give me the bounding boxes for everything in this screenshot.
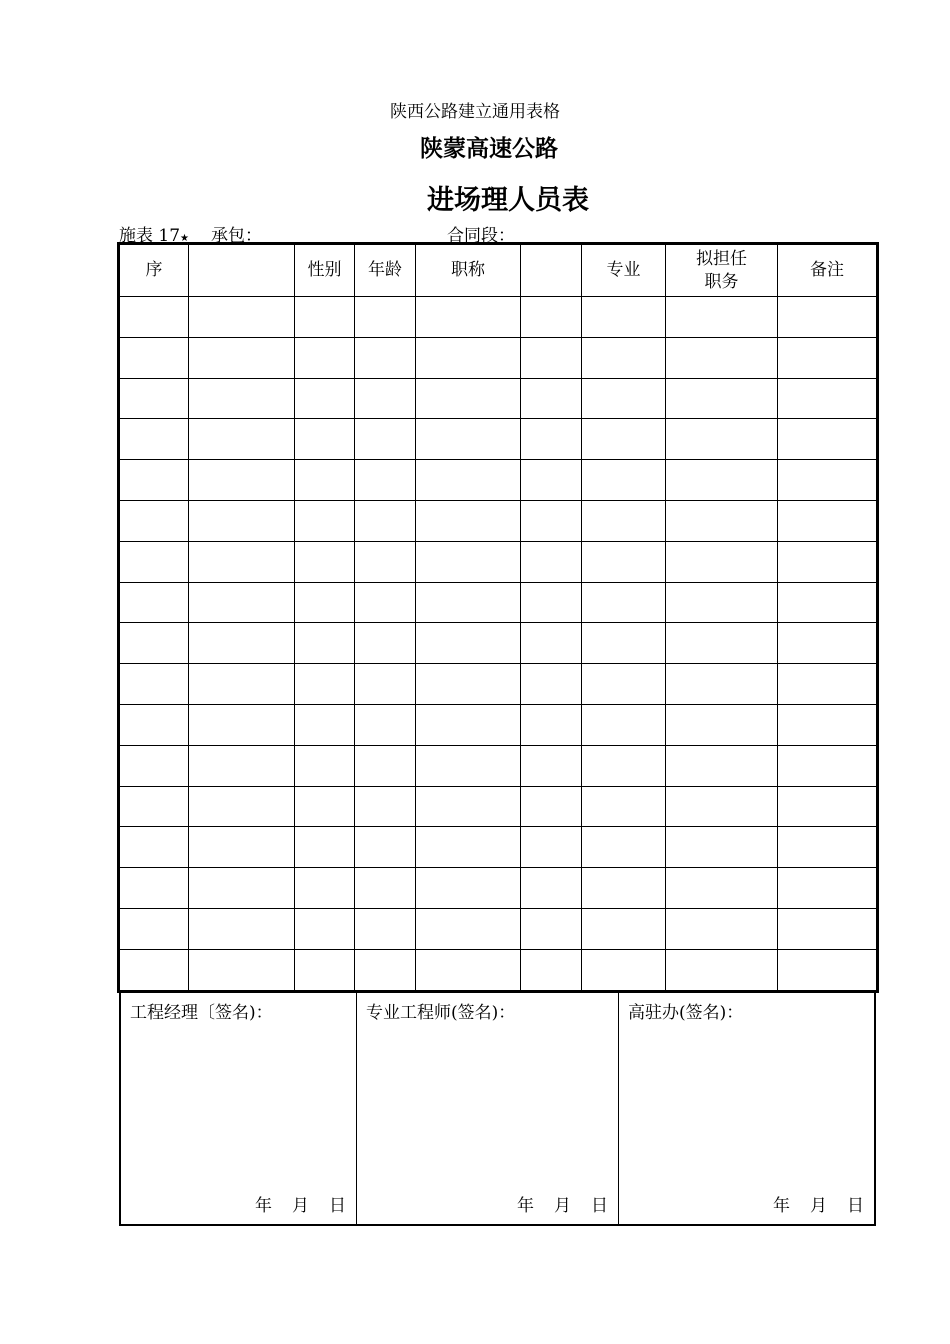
- table-cell[interactable]: [666, 786, 778, 827]
- table-row: [120, 460, 877, 501]
- table-cell[interactable]: [416, 460, 521, 501]
- table-cell[interactable]: [295, 297, 355, 338]
- table-cell[interactable]: [666, 541, 778, 582]
- table-cell[interactable]: [778, 460, 877, 501]
- table-cell[interactable]: [120, 786, 189, 827]
- table-cell[interactable]: [416, 623, 521, 664]
- table-cell[interactable]: [778, 786, 877, 827]
- table-cell[interactable]: [778, 745, 877, 786]
- table-cell[interactable]: [521, 786, 582, 827]
- signature-date: 年 月 日: [517, 1196, 608, 1216]
- table-cell[interactable]: [189, 745, 295, 786]
- table-cell[interactable]: [355, 337, 416, 378]
- personnel-table: [119, 244, 877, 991]
- table-cell[interactable]: [355, 664, 416, 705]
- star-icon: ★: [180, 233, 190, 244]
- table-cell[interactable]: [778, 419, 877, 460]
- table-row: [120, 745, 877, 786]
- column-header-remarks: 备注: [778, 245, 877, 297]
- table-cell[interactable]: [666, 664, 778, 705]
- table-cell[interactable]: [295, 378, 355, 419]
- table-cell[interactable]: [416, 908, 521, 949]
- table-cell[interactable]: [189, 297, 295, 338]
- table-cell[interactable]: [521, 541, 582, 582]
- table-cell[interactable]: [120, 868, 189, 909]
- table-cell[interactable]: [120, 623, 189, 664]
- signature-date: 年 月 日: [255, 1196, 346, 1216]
- signature-box-project-manager: [121, 990, 356, 1224]
- table-cell[interactable]: [189, 623, 295, 664]
- table-cell[interactable]: [189, 908, 295, 949]
- table-cell[interactable]: [355, 745, 416, 786]
- table-cell[interactable]: [416, 500, 521, 541]
- table-cell[interactable]: [666, 582, 778, 623]
- column-header-blank-1: [189, 245, 295, 297]
- table-cell[interactable]: [355, 827, 416, 868]
- table-cell[interactable]: [416, 827, 521, 868]
- table-cell[interactable]: [582, 908, 666, 949]
- table-cell[interactable]: [295, 541, 355, 582]
- column-header-specialty: 专业: [582, 245, 666, 297]
- column-header-title: 职称: [416, 245, 521, 297]
- table-cell[interactable]: [295, 949, 355, 990]
- table-cell[interactable]: [521, 745, 582, 786]
- table-cell[interactable]: [582, 541, 666, 582]
- table-cell[interactable]: [416, 745, 521, 786]
- column-header-gender: 性别: [295, 245, 355, 297]
- table-cell[interactable]: [666, 623, 778, 664]
- table-cell[interactable]: [355, 786, 416, 827]
- column-header-age: 年龄: [355, 245, 416, 297]
- table-cell[interactable]: [521, 908, 582, 949]
- table-cell[interactable]: [778, 541, 877, 582]
- column-header-blank-2: [521, 245, 582, 297]
- table-cell[interactable]: [355, 500, 416, 541]
- table-cell[interactable]: [295, 500, 355, 541]
- table-cell[interactable]: [582, 623, 666, 664]
- table-cell[interactable]: [582, 337, 666, 378]
- table-cell[interactable]: [778, 704, 877, 745]
- table-cell[interactable]: [416, 949, 521, 990]
- table-cell[interactable]: [521, 704, 582, 745]
- table-cell[interactable]: [666, 704, 778, 745]
- table-cell[interactable]: [778, 500, 877, 541]
- table-cell[interactable]: [120, 908, 189, 949]
- table-row: [120, 541, 877, 582]
- table-cell[interactable]: [189, 541, 295, 582]
- table-cell[interactable]: [582, 378, 666, 419]
- project-name: 陕蒙高速公路: [420, 136, 558, 162]
- table-cell[interactable]: [189, 419, 295, 460]
- table-cell[interactable]: [416, 541, 521, 582]
- table-cell[interactable]: [666, 419, 778, 460]
- table-cell[interactable]: [582, 786, 666, 827]
- table-row: [120, 908, 877, 949]
- table-cell[interactable]: [778, 868, 877, 909]
- table-cell[interactable]: [120, 460, 189, 501]
- table-cell[interactable]: [355, 949, 416, 990]
- table-cell[interactable]: [189, 460, 295, 501]
- table-cell[interactable]: [582, 297, 666, 338]
- table-cell[interactable]: [666, 827, 778, 868]
- table-cell[interactable]: [120, 297, 189, 338]
- table-cell[interactable]: [778, 378, 877, 419]
- table-cell[interactable]: [355, 378, 416, 419]
- table-cell[interactable]: [295, 704, 355, 745]
- signature-section: [119, 990, 876, 1226]
- contractor-label: 承包：: [211, 226, 262, 246]
- table-cell[interactable]: [416, 704, 521, 745]
- table-cell[interactable]: [416, 582, 521, 623]
- table-cell[interactable]: [521, 419, 582, 460]
- table-row: [120, 786, 877, 827]
- table-row: [120, 704, 877, 745]
- signature-label: 工程经理〔签名)：: [130, 1003, 273, 1023]
- table-cell[interactable]: [582, 664, 666, 705]
- form-number: [119, 221, 189, 246]
- table-cell[interactable]: [521, 949, 582, 990]
- table-cell[interactable]: [778, 582, 877, 623]
- table-cell[interactable]: [189, 704, 295, 745]
- table-cell[interactable]: [355, 582, 416, 623]
- table-cell[interactable]: [355, 908, 416, 949]
- table-cell[interactable]: [582, 868, 666, 909]
- table-cell[interactable]: [120, 949, 189, 990]
- table-row: [120, 664, 877, 705]
- table-cell[interactable]: [778, 908, 877, 949]
- table-cell[interactable]: [778, 949, 877, 990]
- table-cell[interactable]: [416, 786, 521, 827]
- table-cell[interactable]: [666, 868, 778, 909]
- signature-label: 专业工程师(签名)：: [366, 1003, 516, 1023]
- table-row: [120, 868, 877, 909]
- table-cell[interactable]: [666, 500, 778, 541]
- table-cell[interactable]: [189, 664, 295, 705]
- form-number-text: 施表 17: [119, 226, 181, 246]
- table-header-row: [120, 245, 877, 297]
- table-cell[interactable]: [416, 419, 521, 460]
- table-row: [120, 582, 877, 623]
- table-cell[interactable]: [295, 664, 355, 705]
- form-title: 进场理人员表: [427, 185, 589, 216]
- table-cell[interactable]: [416, 664, 521, 705]
- table-cell[interactable]: [521, 582, 582, 623]
- table-cell[interactable]: [189, 786, 295, 827]
- table-row: [120, 337, 877, 378]
- table-cell[interactable]: [120, 500, 189, 541]
- table-cell[interactable]: [521, 297, 582, 338]
- table-cell[interactable]: [120, 745, 189, 786]
- table-row: [120, 297, 877, 338]
- table-cell[interactable]: [778, 827, 877, 868]
- table-row: [120, 949, 877, 990]
- table-cell[interactable]: [666, 908, 778, 949]
- table-cell[interactable]: [189, 337, 295, 378]
- table-cell[interactable]: [582, 419, 666, 460]
- table-cell[interactable]: [355, 704, 416, 745]
- table-cell[interactable]: [120, 664, 189, 705]
- column-header-seq: 序: [120, 245, 189, 297]
- table-cell[interactable]: [521, 664, 582, 705]
- table-cell[interactable]: [295, 745, 355, 786]
- table-cell[interactable]: [295, 337, 355, 378]
- table-cell[interactable]: [778, 297, 877, 338]
- column-header-proposed-position: 拟担任 职务: [666, 245, 778, 297]
- table-cell[interactable]: [416, 297, 521, 338]
- table-cell[interactable]: [778, 623, 877, 664]
- table-cell[interactable]: [666, 460, 778, 501]
- table-cell[interactable]: [295, 419, 355, 460]
- table-cell[interactable]: [355, 868, 416, 909]
- table-cell[interactable]: [582, 745, 666, 786]
- table-row: [120, 378, 877, 419]
- contract-section-label: 合同段：: [447, 226, 515, 246]
- table-cell[interactable]: [189, 949, 295, 990]
- table-cell[interactable]: [666, 337, 778, 378]
- table-cell[interactable]: [355, 460, 416, 501]
- table-cell[interactable]: [582, 949, 666, 990]
- table-row: [120, 623, 877, 664]
- table-cell[interactable]: [355, 623, 416, 664]
- table-cell[interactable]: [521, 500, 582, 541]
- signature-box-resident-office: [618, 990, 874, 1224]
- table-row: [120, 827, 877, 868]
- table-cell[interactable]: [120, 704, 189, 745]
- signature-box-specialist-engineer: [356, 990, 618, 1224]
- table-cell[interactable]: [521, 460, 582, 501]
- table-row: [120, 419, 877, 460]
- table-cell[interactable]: [295, 460, 355, 501]
- table-cell[interactable]: [120, 827, 189, 868]
- table-cell[interactable]: [189, 582, 295, 623]
- table-cell[interactable]: [295, 827, 355, 868]
- table-cell[interactable]: [295, 623, 355, 664]
- table-cell[interactable]: [295, 908, 355, 949]
- table-cell[interactable]: [521, 827, 582, 868]
- table-cell[interactable]: [666, 949, 778, 990]
- table-cell[interactable]: [355, 297, 416, 338]
- signature-date: 年 月 日: [773, 1196, 864, 1216]
- table-cell[interactable]: [582, 582, 666, 623]
- table-cell[interactable]: [189, 868, 295, 909]
- table-cell[interactable]: [416, 378, 521, 419]
- table-cell[interactable]: [120, 337, 189, 378]
- table-cell[interactable]: [582, 704, 666, 745]
- table-cell[interactable]: [189, 500, 295, 541]
- table-cell[interactable]: [355, 419, 416, 460]
- table-cell[interactable]: [120, 419, 189, 460]
- table-cell[interactable]: [521, 337, 582, 378]
- table-cell[interactable]: [582, 827, 666, 868]
- table-cell[interactable]: [189, 827, 295, 868]
- table-cell[interactable]: [666, 745, 778, 786]
- table-cell[interactable]: [582, 460, 666, 501]
- table-cell[interactable]: [778, 337, 877, 378]
- table-cell[interactable]: [120, 378, 189, 419]
- table-cell[interactable]: [120, 582, 189, 623]
- table-cell[interactable]: [778, 664, 877, 705]
- table-cell[interactable]: [521, 623, 582, 664]
- table-cell[interactable]: [666, 378, 778, 419]
- table-cell[interactable]: [295, 786, 355, 827]
- table-cell[interactable]: [666, 297, 778, 338]
- form-supertitle: 陕西公路建立通用表格: [390, 102, 560, 122]
- table-cell[interactable]: [582, 500, 666, 541]
- table-cell[interactable]: [189, 378, 295, 419]
- table-cell[interactable]: [416, 337, 521, 378]
- table-cell[interactable]: [521, 378, 582, 419]
- table-cell[interactable]: [355, 541, 416, 582]
- table-cell[interactable]: [521, 868, 582, 909]
- table-cell[interactable]: [295, 868, 355, 909]
- table-body: [120, 297, 877, 991]
- table-cell[interactable]: [120, 541, 189, 582]
- table-row: [120, 500, 877, 541]
- table-cell[interactable]: [416, 868, 521, 909]
- table-cell[interactable]: [295, 582, 355, 623]
- signature-label: 高驻办(签名)：: [628, 1003, 744, 1023]
